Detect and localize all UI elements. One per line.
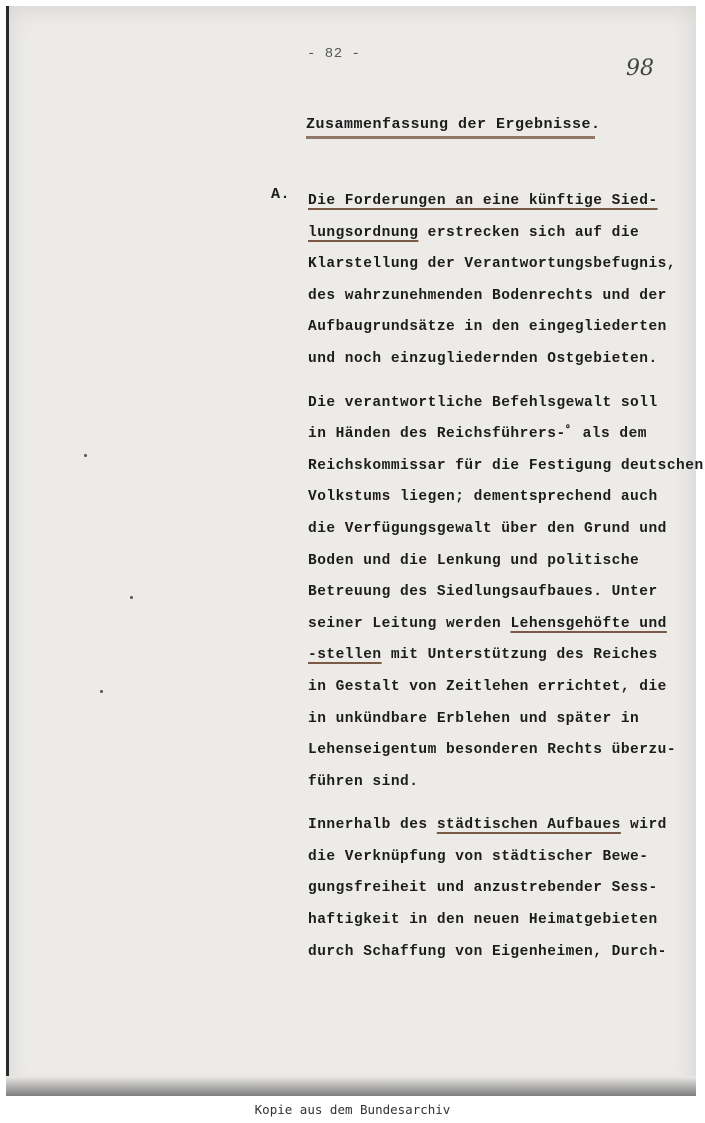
text-line xyxy=(308,514,703,546)
underlined-text: -stellen xyxy=(308,647,382,664)
line-text: erstrecken sich auf die xyxy=(418,224,640,241)
line-text: und noch einzugliedernden Ostgebieten. xyxy=(308,350,658,367)
text-line xyxy=(308,810,703,842)
paragraph xyxy=(308,810,703,968)
line-text: die Verfügungsgewalt über den Grund und xyxy=(308,520,667,537)
text-line xyxy=(308,249,703,281)
page-number: - 82 - xyxy=(307,46,361,62)
text-line xyxy=(308,704,703,736)
text-line xyxy=(308,344,703,376)
text-line xyxy=(308,640,703,672)
section-heading: Zusammenfassung der Ergebnisse. xyxy=(306,116,601,133)
text-line xyxy=(308,546,703,578)
text-line xyxy=(308,672,703,704)
text-line xyxy=(308,767,703,799)
text-line xyxy=(308,419,703,451)
heading-underline xyxy=(306,136,595,139)
line-text: durch Schaffung von Eigenheimen, Durch- xyxy=(308,943,667,960)
paragraph xyxy=(308,388,703,799)
text-line xyxy=(308,577,703,609)
folio-number: 98 xyxy=(626,56,654,81)
line-text: die Verknüpfung von städtischer Bewe- xyxy=(308,848,649,865)
line-text: seiner Leitung werden xyxy=(308,615,511,632)
text-line xyxy=(308,218,703,250)
underlined-text: städtischen Aufbaues xyxy=(436,817,621,834)
line-text: gungsfreiheit und anzustrebender Sess- xyxy=(308,880,658,897)
paper-speck xyxy=(100,690,103,693)
line-text: führen sind. xyxy=(308,773,419,790)
line-text: Aufbaugrundsätze in den eingegliederten xyxy=(308,319,667,336)
line-text: haftigkeit in den neuen Heimatgebieten xyxy=(308,912,658,929)
text-line xyxy=(308,873,703,905)
text-line xyxy=(308,842,703,874)
text-line xyxy=(308,482,703,514)
text-line xyxy=(308,388,703,420)
text-line xyxy=(308,609,703,641)
text-line xyxy=(308,186,703,218)
line-text: in unkündbare Erblehen und später in xyxy=(308,710,640,727)
text-line xyxy=(308,451,703,483)
line-text: Betreuung des Siedlungsaufbaues. Unter xyxy=(308,584,658,601)
line-text: des wahrzunehmenden Bodenrechts und der xyxy=(308,287,667,304)
line-text: Reichskommissar für die Festigung deutschen xyxy=(308,457,704,474)
body-text xyxy=(308,186,703,968)
line-text: in Gestalt von Zeitlehen errichtet, die xyxy=(308,678,667,695)
paper-speck xyxy=(130,596,133,599)
document-page xyxy=(6,6,704,1096)
text-line xyxy=(308,937,703,969)
line-text: in Händen des Reichsführers-ﾟ als dem xyxy=(308,426,648,443)
line-text: Innerhalb des xyxy=(308,817,437,834)
line-text: Boden und die Lenkung und politische xyxy=(308,552,640,569)
archive-footer: Kopie aus dem Bundesarchiv xyxy=(254,1102,451,1117)
line-text: mit Unterstützung des Reiches xyxy=(381,647,658,664)
line-text: Volkstums liegen; dementsprechend auch xyxy=(308,489,658,506)
underlined-text: Die Forderungen an eine künftige Sied- xyxy=(308,193,658,209)
section-marker: A. xyxy=(271,186,291,203)
text-line xyxy=(308,312,703,344)
line-text: Die verantwortliche Befehlsgewalt soll xyxy=(308,394,658,411)
underlined-text: Lehensgehöfte und xyxy=(510,615,667,632)
text-line xyxy=(308,281,703,313)
paragraph xyxy=(308,186,703,376)
text-line xyxy=(308,735,703,767)
line-text: wird xyxy=(620,817,667,834)
underlined-text: lungsordnung xyxy=(308,224,419,241)
paper-speck xyxy=(84,454,87,457)
text-line xyxy=(308,905,703,937)
line-text: Klarstellung der Verantwortungsbefugnis, xyxy=(308,256,677,273)
line-text: Lehenseigentum besonderen Rechts überzu- xyxy=(308,742,677,759)
